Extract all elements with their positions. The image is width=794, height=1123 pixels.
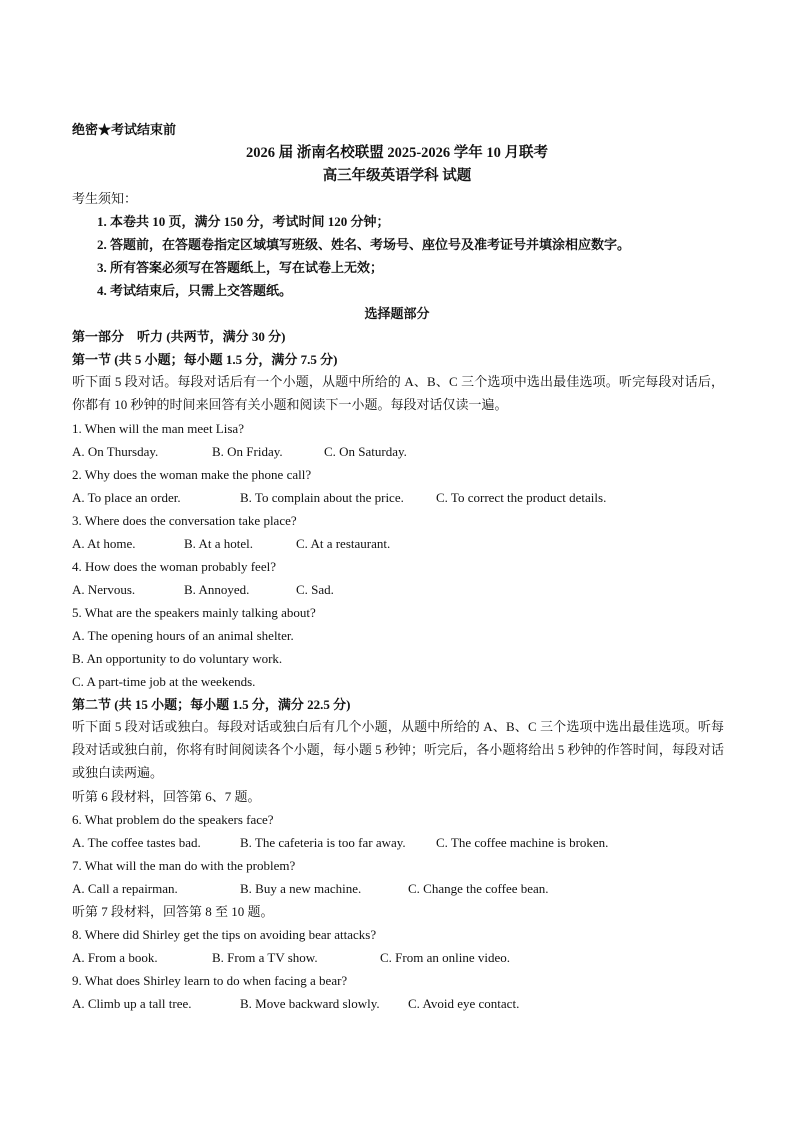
question-1-option-b: B. On Friday. [212, 444, 283, 459]
question-5-option-a: A. The opening hours of an animal shelter. [72, 628, 294, 643]
notice-heading: 考生须知： [72, 191, 138, 206]
question-7-option-a: A. Call a repairman. [72, 881, 178, 896]
question-3-option-c: C. At a restaurant. [296, 536, 391, 551]
question-1-option-a: A. On Thursday. [72, 444, 159, 459]
section1-instructions: 听下面 5 段对话。每段对话后有一个小题，从题中所给的 A、B、C 三个选项中选出最佳选项。听完每段对话后，你都有 10 秒钟的时间来回答有关小题和阅读下一小题。每段对话仅读一遍。 [72, 374, 724, 412]
question-7-option-c: C. Change the coffee bean. [408, 881, 549, 896]
question-1-option-c: C. On Saturday. [324, 444, 407, 459]
question-5-option-c: C. A part-time job at the weekends. [72, 674, 256, 689]
confidential-label: 绝密★考试结束前 [72, 122, 177, 137]
part1-heading: 第一部分 听力 (共两节，满分 30 分) [72, 329, 286, 344]
section2-heading: 第二节 (共 15 小题；每小题 1.5 分，满分 22.5 分) [72, 697, 351, 712]
material-7-note: 听第 7 段材料，回答第 8 至 10 题。 [72, 904, 274, 919]
question-6-stem: 6. What problem do the speakers face? [72, 812, 274, 827]
question-5-stem: 5. What are the speakers mainly talking about? [72, 605, 316, 620]
question-5-option-b: B. An opportunity to do voluntary work. [72, 651, 283, 666]
notice-item-1: 1. 本卷共 10 页，满分 150 分，考试时间 120 分钟； [97, 214, 390, 229]
material-6-note: 听第 6 段材料，回答第 6、7 题。 [72, 789, 261, 804]
question-3-option-a: A. At home. [72, 536, 136, 551]
question-9-stem: 9. What does Shirley learn to do when facing a bear? [72, 973, 348, 988]
section-choice-heading: 选择题部分 [364, 306, 430, 321]
question-1-stem: 1. When will the man meet Lisa? [72, 421, 244, 436]
question-8-option-a: A. From a book. [72, 950, 158, 965]
exam-title: 2026 届 浙南名校联盟 2025-2026 学年 10 月联考 [245, 145, 549, 161]
section2-instructions: 听下面 5 段对话或独白。每段对话或独白后有几个小题，从题中所给的 A、B、C 三个选项中选出最佳选项。听每段对话或独白前，你将有时间阅读各个小题，每小题 5 秒钟；听完后，各小题将给出 5 秒钟的作答时间，每段对话或独白读两遍。 [72, 719, 724, 780]
question-4-option-c: C. Sad. [296, 582, 334, 597]
question-7-stem: 7. What will the man do with the problem? [72, 858, 296, 873]
question-2-option-c: C. To correct the product details. [436, 490, 607, 505]
question-2-stem: 2. Why does the woman make the phone call? [72, 467, 312, 482]
exam-subtitle: 高三年级英语学科 试题 [322, 168, 472, 184]
question-2-option-a: A. To place an order. [72, 490, 181, 505]
notice-item-4: 4. 考试结束后，只需上交答题纸。 [97, 283, 293, 298]
question-8-option-b: B. From a TV show. [212, 950, 318, 965]
notice-item-2: 2. 答题前，在答题卷指定区域填写班级、姓名、考场号、座位号及准考证号并填涂相应数字。 [97, 237, 631, 252]
question-9-option-b: B. Move backward slowly. [240, 996, 380, 1011]
question-6-option-b: B. The cafeteria is too far away. [240, 835, 406, 850]
section1-heading: 第一节 (共 5 小题；每小题 1.5 分，满分 7.5 分) [72, 352, 338, 367]
question-4-stem: 4. How does the woman probably feel? [72, 559, 276, 574]
question-4-option-b: B. Annoyed. [184, 582, 250, 597]
question-7-option-b: B. Buy a new machine. [240, 881, 362, 896]
question-9-option-c: C. Avoid eye contact. [408, 996, 520, 1011]
question-9-option-a: A. Climb up a tall tree. [72, 996, 192, 1011]
question-3-option-b: B. At a hotel. [184, 536, 253, 551]
question-8-option-c: C. From an online video. [380, 950, 510, 965]
question-6-option-c: C. The coffee machine is broken. [436, 835, 609, 850]
question-2-option-b: B. To complain about the price. [240, 490, 404, 505]
question-8-stem: 8. Where did Shirley get the tips on avoiding bear attacks? [72, 927, 377, 942]
question-3-stem: 3. Where does the conversation take place? [72, 513, 297, 528]
question-4-option-a: A. Nervous. [72, 582, 136, 597]
question-6-option-a: A. The coffee tastes bad. [72, 835, 201, 850]
notice-item-3: 3. 所有答案必须写在答题纸上，写在试卷上无效； [97, 260, 384, 275]
